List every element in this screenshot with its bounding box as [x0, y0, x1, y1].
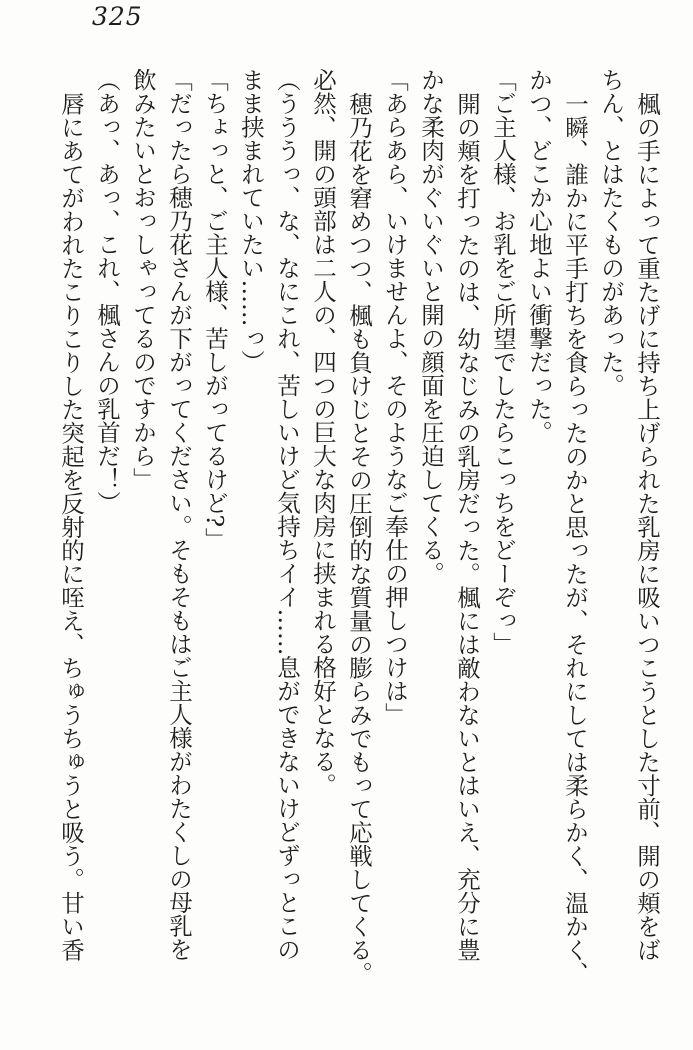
text-line: 唇にあてがわれたこりこりした突起を反射的に咥え、ちゅうちゅうと吸う。甘い香: [57, 91, 85, 961]
text-line: かな柔肉がぐいぐいと開の顔面を圧迫してくる。: [417, 68, 445, 585]
text-line: （うううっ、な、なにこれ、苦しいけど気持ちイイ……息ができないけどずっとこの: [273, 68, 301, 961]
text-line: 飲みたいとおっしゃってるのですから」: [129, 68, 157, 491]
page-number: 325: [92, 2, 143, 31]
vertical-text-block: [53, 68, 665, 985]
text-line: 開の頬を打ったのは、幼なじみの乳房だった。楓には敵わないとはいえ、充分に豊: [453, 91, 481, 961]
text-line: 一瞬、誰かに平手打ちを食らったのかと思ったが、それにしては柔らかく、温かく、: [561, 91, 589, 985]
text-line: かつ、どこか心地よい衝撃だった。: [525, 68, 553, 444]
text-line: 「ちょっと、ご主人様、苦しがってるけど?」: [201, 68, 229, 551]
text-line: 楓の手によって重たげに持ち上げられた乳房に吸いつこうとした寸前、開の頬をば: [633, 91, 661, 961]
text-line: 「だったら穂乃花さんが下がってください。そもそもはご主人様がわたくしの母乳を: [165, 68, 193, 961]
text-line: まま挟まれていたい……っ）: [237, 68, 265, 374]
text-line: 穂乃花を窘めつつ、楓も負けじとその圧倒的な質量の膨らみでもって応戦してくる。: [345, 91, 373, 985]
text-line: （あっ、あっ、これ、楓さんの乳首だ！）: [93, 68, 121, 515]
text-line: 「ご主人様、お乳をご所望でしたらこっちをどーぞっ」: [489, 68, 517, 656]
text-line: 必然、開の頭部は二人の、四つの巨大な肉房に挟まれる格好となる。: [309, 68, 337, 797]
text-line: ちん、とはたくものがあった。: [597, 68, 625, 397]
text-line: 「あらあら、いけませんよ、そのようなご奉仕の押しつけは」: [381, 68, 409, 726]
